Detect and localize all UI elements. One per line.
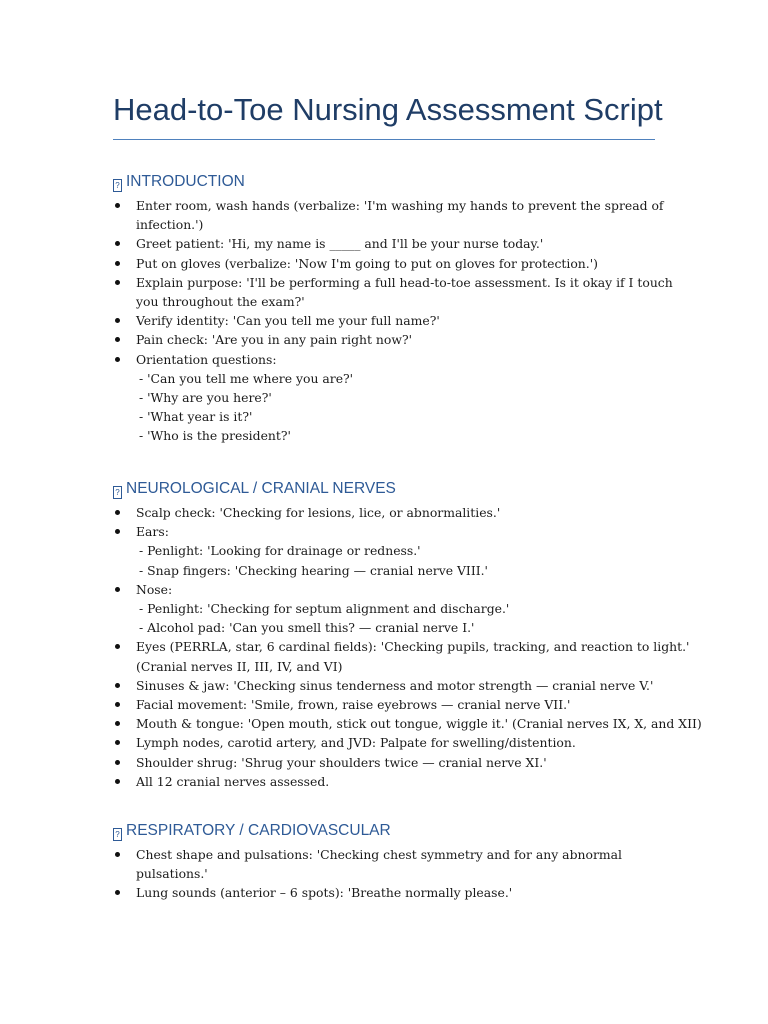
bullet-icon xyxy=(115,337,120,342)
list-item-text: Lung sounds (anterior – 6 spots): 'Breathe normally please.' xyxy=(136,885,513,901)
list-item-text: Pain check: 'Are you in any pain right now?' xyxy=(136,332,412,348)
section-heading xyxy=(113,821,673,841)
bullet-icon xyxy=(115,740,120,745)
list-item xyxy=(113,676,673,695)
sub-item-text: - Snap fingers: 'Checking hearing — cranial nerve VIII.' xyxy=(139,562,488,578)
bullet-icon xyxy=(115,721,120,726)
bullet-icon xyxy=(115,510,120,515)
bullet-icon xyxy=(115,779,120,784)
document-title: Head-to-Toe Nursing Assessment Script xyxy=(113,92,663,127)
list-item xyxy=(113,196,673,234)
section-heading xyxy=(113,479,673,499)
list-item-text: Enter room, wash hands (verbalize: 'I'm washing my hands to prevent the spread of xyxy=(136,198,664,213)
list-item-text: Eyes (PERRLA, star, 6 cardinal fields): 'Checking pupils, tracking, and reaction to light.' xyxy=(136,639,690,655)
sub-item-text: - Penlight: 'Checking for septum alignment and discharge.' xyxy=(139,601,510,617)
list-item xyxy=(113,254,673,273)
bullet-icon xyxy=(115,890,120,895)
list-item-text: Verify identity: 'Can you tell me your full name?' xyxy=(136,313,440,329)
bullet-list xyxy=(113,503,702,791)
list-item xyxy=(113,522,673,580)
list-item xyxy=(113,845,673,883)
list-item-text: Greet patient: 'Hi, my name is _____ and I'll be your nurse today.' xyxy=(136,236,544,252)
list-item xyxy=(113,580,673,638)
list-item-text: infection.') xyxy=(136,217,204,233)
bullet-icon xyxy=(115,357,120,362)
sub-item-text: - 'Can you tell me where you are?' xyxy=(139,370,354,386)
list-item-text: All 12 cranial nerves assessed. xyxy=(136,773,330,789)
section-heading-text: INTRODUCTION xyxy=(126,173,245,190)
sub-item-text: - Penlight: 'Looking for drainage or redness.' xyxy=(139,543,421,559)
list-item-text: Shoulder shrug: 'Shrug your shoulders twice — cranial nerve XI.' xyxy=(136,754,547,770)
missing-glyph-icon: ? xyxy=(113,179,122,192)
list-item xyxy=(113,503,673,522)
list-item-text: you throughout the exam?' xyxy=(136,294,305,310)
list-item xyxy=(113,733,673,752)
bullet-icon xyxy=(115,852,120,857)
list-item xyxy=(113,350,673,446)
missing-glyph-icon: ? xyxy=(113,828,122,841)
list-item xyxy=(113,273,673,311)
bullet-list xyxy=(113,196,673,446)
sub-item-text: - 'Why are you here?' xyxy=(139,390,272,406)
list-item xyxy=(113,883,673,902)
list-item-text: Orientation questions: xyxy=(136,351,277,367)
list-item xyxy=(113,330,673,349)
list-item-text: Nose: xyxy=(136,581,173,597)
bullet-icon xyxy=(115,280,120,285)
bullet-icon xyxy=(115,529,120,534)
sub-item-text: - Alcohol pad: 'Can you smell this? — cranial nerve I.' xyxy=(139,620,475,636)
bullet-icon xyxy=(115,683,120,688)
sub-item-text: - 'Who is the president?' xyxy=(139,428,291,444)
bullet-icon xyxy=(115,760,120,765)
list-item-text: Put on gloves (verbalize: 'Now I'm going to put on gloves for protection.') xyxy=(136,255,598,271)
bullet-icon xyxy=(115,241,120,246)
list-item-text: Mouth & tongue: 'Open mouth, stick out tongue, wiggle it.' (Cranial nerves IX, X, and XII) xyxy=(136,716,702,732)
list-item-text: (Cranial nerves II, III, IV, and VI) xyxy=(136,658,343,674)
list-item-text: pulsations.' xyxy=(136,866,208,882)
bullet-list xyxy=(113,845,673,903)
list-item-text: Facial movement: 'Smile, frown, raise eyebrows — cranial nerve VII.' xyxy=(136,697,571,713)
list-item xyxy=(113,714,702,733)
bullet-icon xyxy=(115,702,120,707)
list-item-text: Scalp check: 'Checking for lesions, lice, or abnormalities.' xyxy=(136,505,501,520)
list-item xyxy=(113,234,673,253)
list-item-text: Chest shape and pulsations: 'Checking chest symmetry and for any abnormal xyxy=(136,847,622,862)
list-item xyxy=(113,637,690,675)
title-underline xyxy=(113,139,655,140)
sub-item-text: - 'What year is it?' xyxy=(139,409,253,425)
missing-glyph-icon: ? xyxy=(113,486,122,499)
section-respiratory xyxy=(113,821,673,903)
list-item-text: Explain purpose: 'I'll be performing a full head-to-toe assessment. Is it okay if I touch xyxy=(136,274,673,290)
list-item xyxy=(113,695,673,714)
list-item-text: Sinuses & jaw: 'Checking sinus tenderness and motor strength — cranial nerve V.' xyxy=(136,677,654,693)
bullet-icon xyxy=(115,203,120,208)
bullet-icon xyxy=(115,587,120,592)
list-item xyxy=(113,753,673,772)
bullet-icon xyxy=(115,318,120,323)
section-neurological xyxy=(113,479,702,791)
section-heading-text: RESPIRATORY / CARDIOVASCULAR xyxy=(126,822,391,839)
list-item-text: Ears: xyxy=(136,524,169,540)
section-heading xyxy=(113,172,673,192)
section-introduction xyxy=(113,172,673,446)
list-item-text: Lymph nodes, carotid artery, and JVD: Palpate for swelling/distention. xyxy=(136,735,576,751)
bullet-icon xyxy=(115,261,120,266)
list-item xyxy=(113,772,673,791)
section-heading-text: NEUROLOGICAL / CRANIAL NERVES xyxy=(126,480,396,497)
list-item xyxy=(113,311,673,330)
bullet-icon xyxy=(115,644,120,649)
